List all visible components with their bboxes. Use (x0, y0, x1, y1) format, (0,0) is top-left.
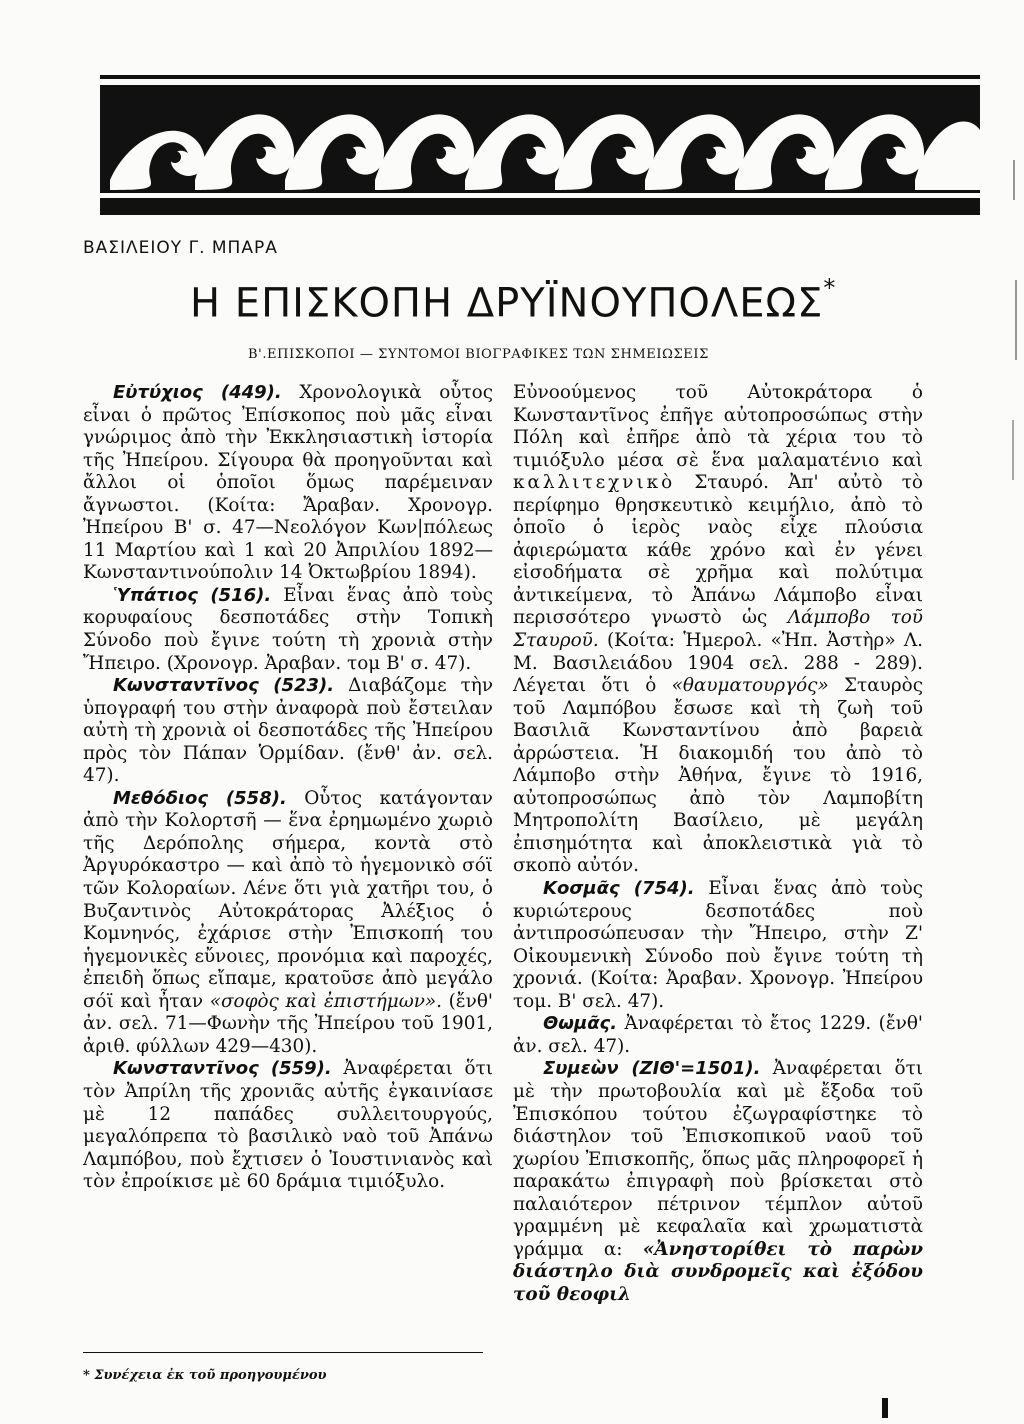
paragraph-text: Οὗτος κατάγονταν ἀπὸ τὴν Κολορτσῆ — ἕνα ἐρημωμένο χωριὸ τῆς Δερόπολης σήμερα, κοντὰ στὸ Ἀργυρόκαστρο — καὶ ἀπὸ τὸ ἡγεμονικὸ σόϊ τῶν Κολοραίων. Λένε ὅτι γιὰ χατῆρι του, ὁ Βυζαντινὸς Αὐτοκράτορας Ἀλέξιος ὁ Κομνηνός, ἐχάρισε στὴν Ἐπισκοπή του ἡγεμονικὲς εὔνοιες, προνόμια καὶ παροχές, ἐπειδὴ ὅπως εἴπαμε, κρατοῦσε ἀπὸ μεγάλο σόϊ καὶ ἦταν (83, 787, 493, 1012)
italic-phrase: «θαυματουργός» (671, 675, 829, 697)
bishop-name: Εὐτύχιος (449). (113, 382, 282, 403)
left-column (83, 382, 493, 1194)
paragraph-continuation (513, 382, 923, 878)
bishop-name: Κωνσταντῖνος (523). (113, 675, 335, 697)
paragraph-symeon (513, 1058, 923, 1306)
paragraph-text: (ἔνθ' ἀν. σελ. 71—Φωνὴν τῆς Ἠπείρου τοῦ 1901, ἀριθ. φύλλων 429—430). (83, 990, 493, 1057)
paragraph-text: Ἀναφέρεται ὅτι μὲ τὴν πρωτοβουλία καὶ μὲ ἔξοδα τοῦ Ἐπισκόπου τούτου ἐζωγραφίστηκε τὸ διάστηλον τοῦ Ἐπισκοπικοῦ ναοῦ τοῦ χωρίου Ἐπισκοπῆς, ὅπως μᾶς πληροφορεῖ ἡ παρακάτω ἐπιγραφὴ ποὺ βρίσκεται στὸ παλαιότερον πέτρινον τέμπλον αὐτοῦ γραμμένη μὲ κεφαλαῖα καὶ χρωματιστὰ γράμμα α: (513, 1058, 923, 1260)
paragraph-thomas (513, 1013, 923, 1058)
spaced-word: καλλιτεχνικὸ (513, 472, 676, 494)
paragraph-ypatios (83, 585, 493, 675)
paragraph-text: Διαβάζομε τὴν ὑπογραφή του στὴν ἀναφορὰ ποὺ ἔστειλαν αὐτὴ τὴ χρονιὰ οἱ δεσποτάδες τῆς Ἠπείρου πρὸς τὸν Πάπαν Ὁρμίδαν. (ἔνθ' ἀν. σελ. 47). (83, 675, 493, 787)
scan-corner-mark (875, 1398, 895, 1418)
paragraph-text: Εἶναι ἕνας ἀπὸ τοὺς κορυφαίους δεσποτάδες στὴν Τοπικὴ Σύνοδο ποὺ ἔγινε τούτη τὴ χρονιὰ στὴν Ἤπειρο. (Χρονογρ. Ἀραβαν. τομ Β' σ. 47). (83, 584, 493, 674)
paragraph-methodios (83, 788, 493, 1059)
paragraph-eutychios (83, 382, 493, 585)
article-title-text: Η ΕΠΙΣΚΟΠΗ ΔΡΥΪΝΟΥΠΟΛΕΩΣ (190, 280, 824, 327)
bishop-name: Συμεὼν (ΖΙΘ'=1501). (543, 1058, 761, 1080)
bishop-name: Μεθόδιος (558). (113, 787, 287, 809)
bishop-name: Θωμᾶς. (543, 1013, 618, 1035)
paragraph-kosmas (513, 878, 923, 1013)
paragraph-text: Εὐνοούμενος τοῦ Αὐτοκράτορα ὁ Κωνσταντῖνος ἐπῆγε αὐτοπροσώπως στὴν Πόλη καὶ ἐπῆρε ἀπὸ τὰ χέρια του τὸ τιμιόξυλο μέσα σὲ ἕνα μαλαματένιο καὶ (513, 382, 923, 471)
paragraph-text: Χρονολογικὰ οὗτος εἶναι ὁ πρῶτος Ἐπίσκοπος ποὺ μᾶς εἶναι γνώριμος ἀπὸ τὴν Ἐκκλησιαστικὴ ἱστορία τῆς Ἠπείρου. Σίγουρα θὰ προηγοῦνται καὶ ἄλλοι οἱ ὁποῖοι ὅμως παρέμειναν ἄγνωστοι. (Κοίτα: Ἄραβαν. Χρονογρ. Ἠπείρου Β' σ. 47—Νεολόγον Κων|πόλεως 11 Μαρτίου καὶ 1 καὶ 20 Ἀπριλίου 1892—Κωνσταντινούπολιν 14 Ὀκτωβρίου 1894). (83, 382, 493, 584)
article-subtitle: Β'.ΕΠΙΣΚΟΠΟΙ — ΣΥΝΤΟΜΟΙ ΒΙΟΓΡΑΦΙΚΕΣ ΤΩΝ ΣΗΜΕΙΩΣΕΙΣ (248, 347, 709, 362)
paragraph-text: Σταυρὸς τοῦ Λαμπόβου ἔσωσε καὶ τὴ ζωὴ τοῦ Βασιλιᾶ Κωνσταντίνου ἀπὸ βαρειὰ ἀρρώστεια. Ἡ διακομιδή του ἀπὸ τὸ Λάμποβο στὴν Ἀθήνα, ἔγινε τὸ 1916, αὐτοπροσώπως ἀπὸ τὸν Λαμποβίτη Μητροπολίτη Βασίλειο, μὲ μεγάλη ἐπισημότητα καὶ ἀποκλειστικὰ γιὰ τὸ σκοπὸ αὐτόν. (513, 675, 923, 877)
paragraph-konstantinos-559 (83, 1058, 493, 1193)
footnote: * Συνέχεια ἐκ τοῦ προηγουμένου (83, 1368, 327, 1383)
scan-edge-marks (1004, 160, 1024, 1360)
quoted-phrase: «σοφὸς καὶ ἐπιστήμων». (209, 990, 442, 1012)
bishop-name: Κοσμᾶς (754). (543, 878, 695, 900)
bishop-name: Κωνσταντῖνος (559). (113, 1058, 332, 1080)
author-name: ΒΑΣΙΛΕΙΟΥ Γ. ΜΠΑΡΑ (83, 238, 278, 258)
right-column (513, 382, 923, 1306)
paragraph-text: Ἀναφέρεται ὅτι τὸν Ἀπρίλη τῆς χρονιᾶς αὐτῆς ἐγκαινίασε μὲ 12 παπάδες συλλειτουργούς, μεγαλόπρεπα τὸ βασιλικὸ ναὸ τοῦ Ἀπάνω Λαμπόβου, ποὺ ἔχτισεν ὁ Ἰουστινιανὸς καὶ τὸν ἐπροίκισε μὲ 60 δράμια τιμιόξυλο. (83, 1058, 493, 1193)
footnote-divider (83, 1352, 483, 1353)
italic-phrase: Λάμποβο τοῦ Σταυροῦ. (513, 607, 923, 652)
paragraph-text: Εἶναι ἕνας ἀπὸ τοὺς κυριώτερους δεσποτάδες ποὺ ἀντιπροσώπευσαν τὴν Ἤπειρο, στὴν Ζ' Οἰκουμενικὴ Σύνοδο ποὺ ἔγινε τούτη τὴ χρονιά. (Κοίτα: Ἀραβαν. Χρονογρ. Ἠπείρου τομ. Β' σελ. 47). (513, 878, 924, 1012)
wave-ornament-banner (100, 75, 980, 215)
article-title (190, 274, 837, 327)
paragraph-text: Ἀναφέρεται τὸ ἔτος 1229. (ἔνθ' ἀν. σελ. 47). (513, 1013, 923, 1057)
title-footnote-mark: * (823, 274, 837, 302)
bishop-name: Ὑπάτιος (516). (113, 584, 272, 606)
paragraph-konstantinos-523 (83, 675, 493, 788)
inscription-quote: «Ἀνηστορίθει τὸ παρὼν διάστηλο διὰ συνδρομεῖς καὶ ἐξόδου τοῦ θεοφιλ (513, 1238, 923, 1305)
paragraph-text: Σταυρό. Ἀπ' αὐτὸ τὸ περίφημο θρησκευτικὸ κειμήλιο, ἀπὸ τὸ ὁποῖο ὁ ἱερὸς ναὸς εἶχε πλούσια ἀφιερώματα κάθε χρόνο καὶ ἐν γένει εἰσοδήματα σὲ χρῆμα καὶ πολύτιμα ἀντικείμενα, τὸ Ἀπάνω Λάμποβο εἶναι περισσότερο γνωστὸ ὡς (513, 472, 923, 629)
paragraph-text: (Κοίτα: Ἡμερολ. «Ἠπ. Ἀστὴρ» Λ. Μ. Βασιλειάδου 1904 σελ. 288 - 289). Λέγεται ὅτι ὁ (513, 630, 923, 697)
